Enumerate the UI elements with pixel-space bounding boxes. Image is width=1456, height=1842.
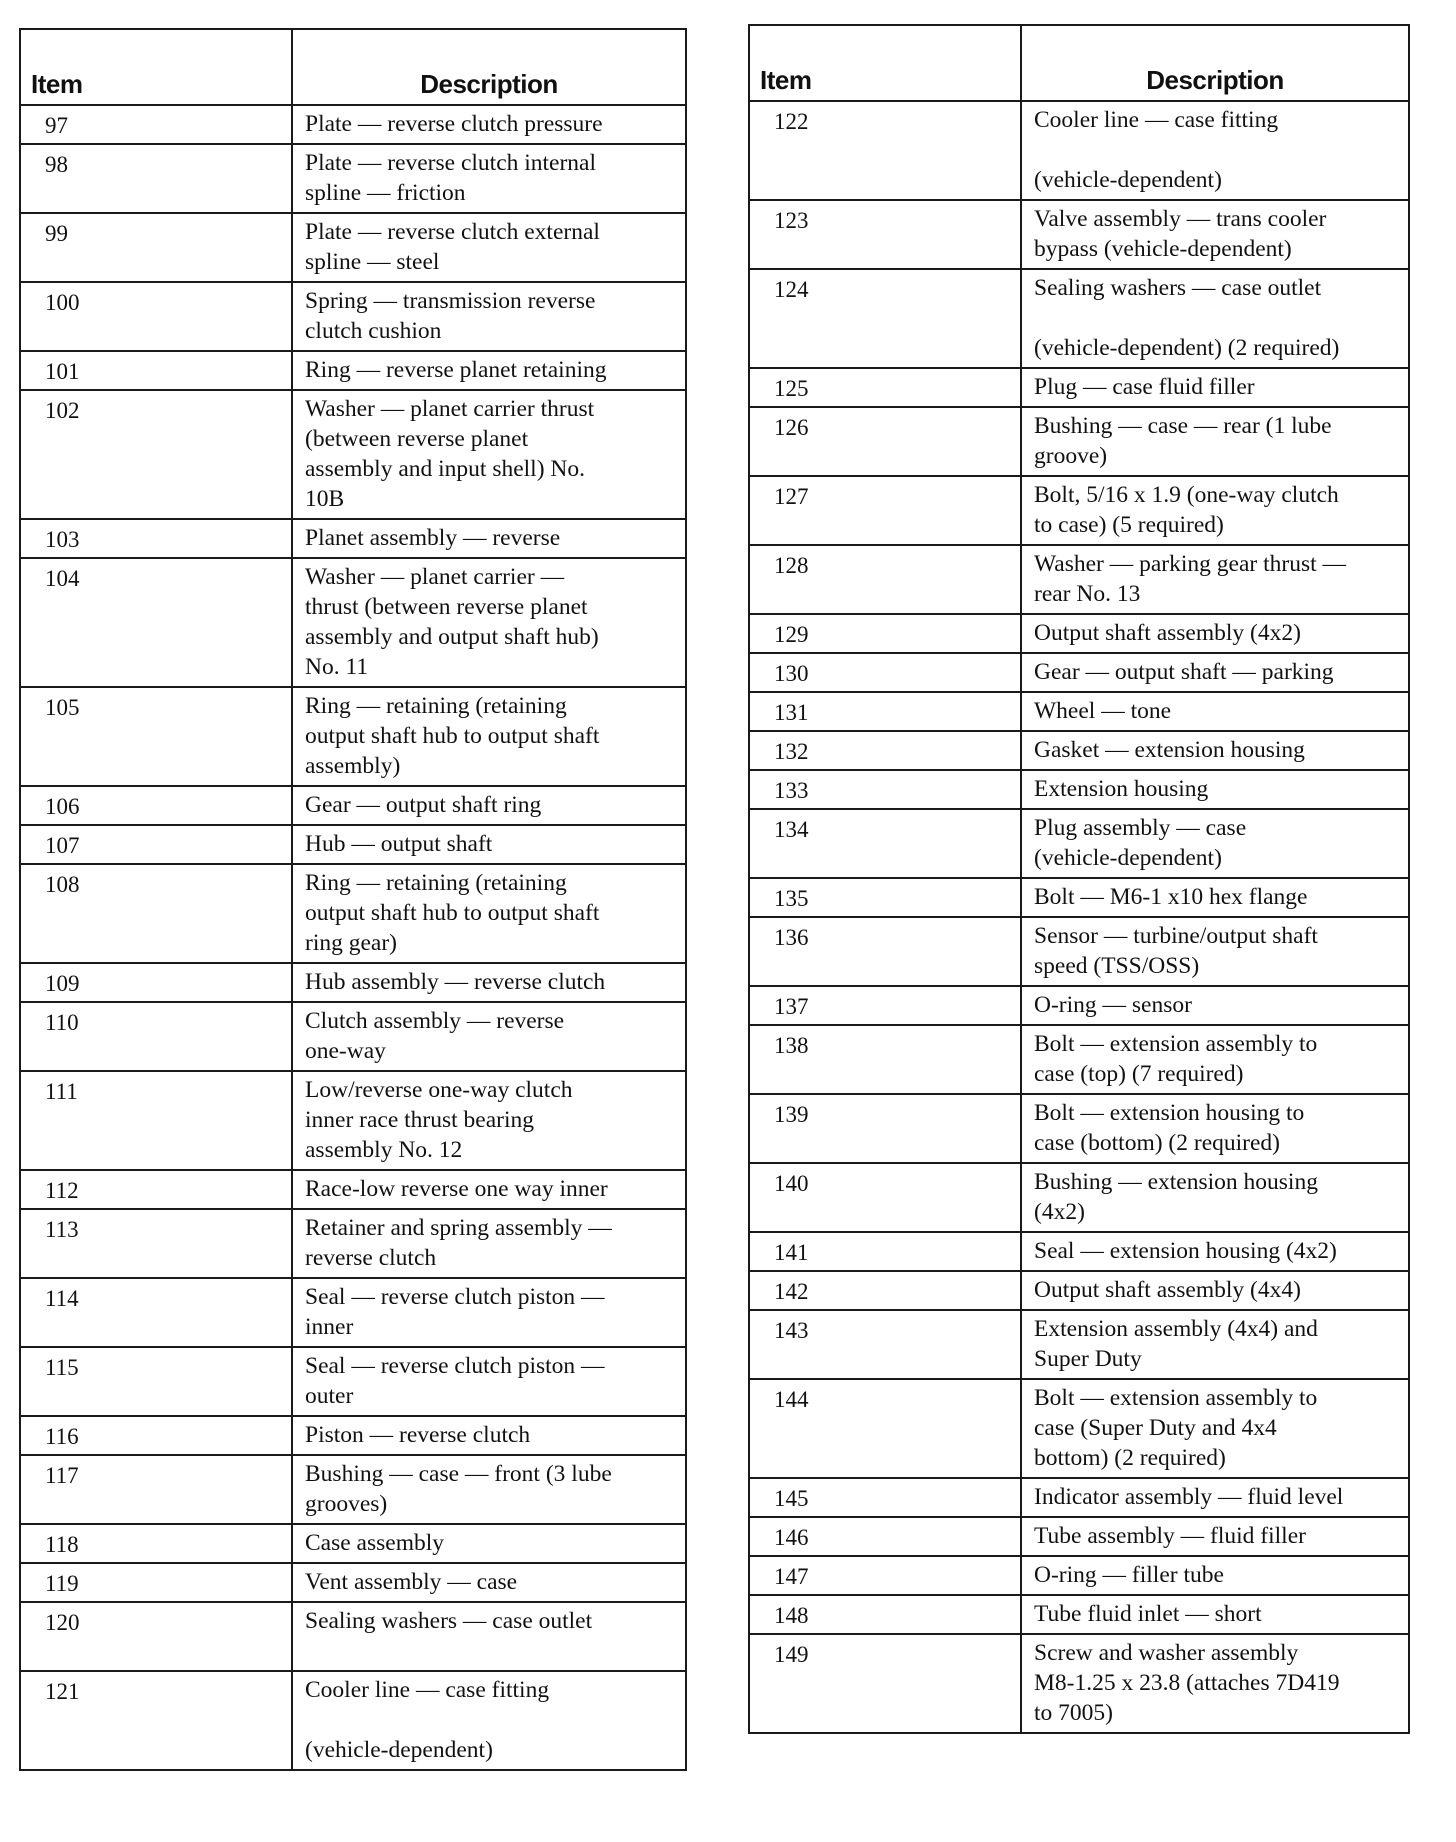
item-header: Item (749, 25, 1021, 101)
description-line: Plate — reverse clutch internal (305, 150, 597, 176)
description-line: inner race thrust bearing (305, 1107, 535, 1133)
description-line: inner (305, 1314, 354, 1340)
description-line: Ring — retaining (retaining (305, 693, 567, 719)
item-number: 145 (749, 1478, 1021, 1517)
description-line: Indicator assembly — fluid level (1034, 1484, 1344, 1510)
table-row (20, 351, 686, 390)
item-description (1021, 1163, 1409, 1232)
description-line: grooves) (305, 1491, 388, 1517)
item-description (292, 786, 686, 825)
table-row (749, 101, 1409, 200)
description-line: spline — friction (305, 180, 466, 206)
description-line: Bolt, 5/16 x 1.9 (one-way clutch (1034, 482, 1339, 508)
description-line: Super Duty (1034, 1346, 1142, 1372)
item-description (292, 1563, 686, 1602)
description-line: spline — steel (305, 249, 440, 275)
item-description (292, 1071, 686, 1170)
item-description (1021, 986, 1409, 1025)
item-number: 116 (20, 1416, 292, 1455)
item-number: 122 (749, 101, 1021, 200)
item-description (1021, 1094, 1409, 1163)
description-line: (vehicle-dependent) (305, 1737, 493, 1763)
item-description (292, 825, 686, 864)
description-line: Sensor — turbine/output shaft (1034, 923, 1318, 949)
description-line: Plate — reverse clutch external (305, 219, 600, 245)
description-line: Ring — reverse planet retaining (305, 357, 607, 383)
description-line: assembly and output shaft hub) (305, 624, 599, 650)
table-row (20, 1071, 686, 1170)
description-line: M8-1.25 x 23.8 (attaches 7D419 (1034, 1670, 1340, 1696)
table-row (749, 200, 1409, 269)
description-line: Plug — case fluid filler (1034, 374, 1255, 400)
description-line: Case assembly (305, 1530, 445, 1556)
description-line: Washer — planet carrier thrust (305, 396, 595, 422)
item-header: Item (20, 29, 292, 105)
item-number: 107 (20, 825, 292, 864)
table-row (20, 1170, 686, 1209)
item-description (292, 1002, 686, 1071)
description-line: Cooler line — case fitting (1034, 107, 1279, 133)
table-row (749, 986, 1409, 1025)
item-number: 124 (749, 269, 1021, 368)
item-number: 111 (20, 1071, 292, 1170)
item-number: 121 (20, 1671, 292, 1770)
item-number: 98 (20, 144, 292, 213)
description-line: to case) (5 required) (1034, 512, 1224, 538)
item-description (1021, 200, 1409, 269)
description-line: (vehicle-dependent) (1034, 167, 1222, 193)
item-description (292, 963, 686, 1002)
description-line (1034, 303, 1400, 333)
item-number: 104 (20, 558, 292, 687)
table-row (749, 770, 1409, 809)
description-line (1034, 135, 1400, 165)
description-line: Tube assembly — fluid filler (1034, 1523, 1306, 1549)
table-row (20, 105, 686, 144)
item-description (292, 519, 686, 558)
item-description (1021, 1517, 1409, 1556)
item-description (1021, 653, 1409, 692)
description-line: Bushing — case — rear (1 lube (1034, 413, 1332, 439)
description-line: case (top) (7 required) (1034, 1061, 1244, 1087)
description-line: Race-low reverse one way inner (305, 1176, 608, 1202)
description-line: clutch cushion (305, 318, 442, 344)
description-line: output shaft hub to output shaft (305, 723, 600, 749)
item-number: 143 (749, 1310, 1021, 1379)
item-number: 136 (749, 917, 1021, 986)
item-description (292, 1455, 686, 1524)
table-row (749, 731, 1409, 770)
table-row (20, 390, 686, 519)
header-row (20, 29, 686, 105)
item-description (1021, 1379, 1409, 1478)
item-number: 139 (749, 1094, 1021, 1163)
item-number: 103 (20, 519, 292, 558)
description-line: Seal — reverse clutch piston — (305, 1353, 605, 1379)
table-row (20, 1347, 686, 1416)
table-row (749, 1094, 1409, 1163)
description-line: Wheel — tone (1034, 698, 1172, 724)
item-description (292, 1602, 686, 1671)
description-header: Description (1021, 25, 1409, 101)
item-description (1021, 917, 1409, 986)
item-description (1021, 368, 1409, 407)
item-description (292, 1209, 686, 1278)
description-line: Plug assembly — case (1034, 815, 1247, 841)
item-number: 112 (20, 1170, 292, 1209)
item-description (292, 1170, 686, 1209)
description-line: Output shaft assembly (4x4) (1034, 1277, 1301, 1303)
item-description (1021, 101, 1409, 200)
item-number: 141 (749, 1232, 1021, 1271)
item-description (1021, 1595, 1409, 1634)
description-line: Gear — output shaft — parking (1034, 659, 1334, 685)
description-line: groove) (1034, 443, 1108, 469)
item-description (292, 282, 686, 351)
item-description (1021, 731, 1409, 770)
table-row (749, 1232, 1409, 1271)
table-row (749, 1517, 1409, 1556)
item-description (1021, 407, 1409, 476)
table-row (20, 1455, 686, 1524)
description-line: Hub assembly — reverse clutch (305, 969, 606, 995)
table-row (749, 1478, 1409, 1517)
item-description (292, 1671, 686, 1770)
parts-table-left (19, 28, 687, 1771)
item-number: 115 (20, 1347, 292, 1416)
item-description (1021, 614, 1409, 653)
description-line: reverse clutch (305, 1245, 437, 1271)
item-description (1021, 1271, 1409, 1310)
item-number: 138 (749, 1025, 1021, 1094)
description-line: Tube fluid inlet — short (1034, 1601, 1262, 1627)
item-description (292, 558, 686, 687)
description-line: Bushing — extension housing (1034, 1169, 1318, 1195)
description-line: Seal — reverse clutch piston — (305, 1284, 605, 1310)
item-number: 109 (20, 963, 292, 1002)
description-line: case (bottom) (2 required) (1034, 1130, 1280, 1156)
item-number: 123 (749, 200, 1021, 269)
item-description (1021, 692, 1409, 731)
table-row (749, 1271, 1409, 1310)
item-description (1021, 545, 1409, 614)
description-header: Description (292, 29, 686, 105)
item-description (1021, 1310, 1409, 1379)
item-number: 129 (749, 614, 1021, 653)
item-number: 135 (749, 878, 1021, 917)
item-description (292, 390, 686, 519)
item-number: 126 (749, 407, 1021, 476)
item-number: 110 (20, 1002, 292, 1071)
table-row (749, 407, 1409, 476)
description-line: O-ring — filler tube (1034, 1562, 1224, 1588)
item-number: 147 (749, 1556, 1021, 1595)
item-number: 148 (749, 1595, 1021, 1634)
item-description (1021, 770, 1409, 809)
item-number: 117 (20, 1455, 292, 1524)
description-line: (4x2) (1034, 1199, 1085, 1225)
table-row (749, 368, 1409, 407)
table-row (20, 825, 686, 864)
description-line: Extension assembly (4x4) and (1034, 1316, 1318, 1342)
table-row (749, 692, 1409, 731)
item-number: 99 (20, 213, 292, 282)
table-row (749, 1595, 1409, 1634)
description-line: (vehicle-dependent) (2 required) (1034, 335, 1340, 361)
item-number: 146 (749, 1517, 1021, 1556)
table-row (749, 545, 1409, 614)
description-line: thrust (between reverse planet (305, 594, 588, 620)
description-line: output shaft hub to output shaft (305, 900, 600, 926)
table-row (749, 878, 1409, 917)
table-row (749, 614, 1409, 653)
item-description (292, 1416, 686, 1455)
description-line: bypass (vehicle-dependent) (1034, 236, 1292, 262)
item-number: 120 (20, 1602, 292, 1671)
description-line: (between reverse planet (305, 426, 529, 452)
item-number: 127 (749, 476, 1021, 545)
description-line: rear No. 13 (1034, 581, 1141, 607)
item-description (292, 105, 686, 144)
description-line: ring gear) (305, 930, 397, 956)
table-row (749, 1556, 1409, 1595)
description-line: Bolt — extension assembly to (1034, 1385, 1318, 1411)
table-row (749, 1634, 1409, 1733)
description-line: Bolt — extension housing to (1034, 1100, 1305, 1126)
item-description (1021, 476, 1409, 545)
item-number: 106 (20, 786, 292, 825)
item-number: 97 (20, 105, 292, 144)
item-number: 118 (20, 1524, 292, 1563)
description-line: Spring — transmission reverse (305, 288, 596, 314)
description-line: outer (305, 1383, 354, 1409)
item-number: 140 (749, 1163, 1021, 1232)
table-row (20, 1563, 686, 1602)
item-number: 101 (20, 351, 292, 390)
description-line: bottom) (2 required) (1034, 1445, 1226, 1471)
table-row (749, 476, 1409, 545)
table-row (20, 687, 686, 786)
item-description (1021, 269, 1409, 368)
description-line: Hub — output shaft (305, 831, 493, 857)
item-description (292, 1524, 686, 1563)
item-number: 131 (749, 692, 1021, 731)
item-description (1021, 809, 1409, 878)
item-number: 128 (749, 545, 1021, 614)
table-row (20, 213, 686, 282)
description-line: Extension housing (1034, 776, 1209, 802)
description-line: speed (TSS/OSS) (1034, 953, 1200, 979)
table-row (20, 558, 686, 687)
item-number: 134 (749, 809, 1021, 878)
description-line: Plate — reverse clutch pressure (305, 111, 603, 137)
description-line (305, 1705, 677, 1735)
item-number: 119 (20, 1563, 292, 1602)
description-line: Cooler line — case fitting (305, 1677, 550, 1703)
description-line: No. 11 (305, 654, 369, 680)
item-description (292, 351, 686, 390)
description-line: case (Super Duty and 4x4 (1034, 1415, 1277, 1441)
table-row (20, 1209, 686, 1278)
item-description (1021, 878, 1409, 917)
item-description (1021, 1232, 1409, 1271)
description-line: (vehicle-dependent) (1034, 845, 1222, 871)
description-line: Piston — reverse clutch (305, 1422, 531, 1448)
table-row (20, 1416, 686, 1455)
table-row (20, 1671, 686, 1770)
description-line: Vent assembly — case (305, 1569, 518, 1595)
table-row (20, 144, 686, 213)
item-number: 100 (20, 282, 292, 351)
item-description (1021, 1556, 1409, 1595)
item-description (292, 864, 686, 963)
description-line: Sealing washers — case outlet (305, 1608, 593, 1634)
table-row (20, 1524, 686, 1563)
description-line: Bolt — extension assembly to (1034, 1031, 1318, 1057)
item-number: 142 (749, 1271, 1021, 1310)
description-line: Low/reverse one-way clutch (305, 1077, 573, 1103)
description-line: Planet assembly — reverse (305, 525, 561, 551)
item-number: 114 (20, 1278, 292, 1347)
description-line: Screw and washer assembly (1034, 1640, 1299, 1666)
table-row (20, 864, 686, 963)
description-line: Gear — output shaft ring (305, 792, 542, 818)
description-line: Bolt — M6-1 x10 hex flange (1034, 884, 1308, 910)
table-row (749, 1163, 1409, 1232)
description-line: Output shaft assembly (4x2) (1034, 620, 1301, 646)
table-row (20, 282, 686, 351)
description-line: to 7005) (1034, 1700, 1113, 1726)
description-line (305, 1636, 677, 1666)
item-number: 132 (749, 731, 1021, 770)
item-number: 102 (20, 390, 292, 519)
table-row (20, 1602, 686, 1671)
table-row (20, 963, 686, 1002)
item-description (292, 144, 686, 213)
table-row (749, 917, 1409, 986)
description-line: Gasket — extension housing (1034, 737, 1305, 763)
table-row (20, 786, 686, 825)
description-line: Valve assembly — trans cooler (1034, 206, 1327, 232)
description-line: assembly) (305, 753, 401, 779)
description-line: O-ring — sensor (1034, 992, 1192, 1018)
description-line: Washer — parking gear thrust — (1034, 551, 1347, 577)
item-description (292, 1347, 686, 1416)
table-row (749, 269, 1409, 368)
description-line: assembly No. 12 (305, 1137, 463, 1163)
table-row (749, 809, 1409, 878)
item-description (1021, 1634, 1409, 1733)
description-line: Sealing washers — case outlet (1034, 275, 1322, 301)
item-description (292, 687, 686, 786)
table-row (20, 1278, 686, 1347)
table-row (749, 1379, 1409, 1478)
description-line: Clutch assembly — reverse (305, 1008, 565, 1034)
item-number: 125 (749, 368, 1021, 407)
item-number: 108 (20, 864, 292, 963)
item-number: 137 (749, 986, 1021, 1025)
table-row (20, 1002, 686, 1071)
item-number: 130 (749, 653, 1021, 692)
item-description (1021, 1478, 1409, 1517)
item-number: 149 (749, 1634, 1021, 1733)
header-row (749, 25, 1409, 101)
description-line: Ring — retaining (retaining (305, 870, 567, 896)
item-description (292, 1278, 686, 1347)
parts-table-right (748, 24, 1410, 1734)
item-description (292, 213, 686, 282)
description-line: one-way (305, 1038, 386, 1064)
description-line: assembly and input shell) No. (305, 456, 586, 482)
table-row (749, 1310, 1409, 1379)
item-description (1021, 1025, 1409, 1094)
item-number: 133 (749, 770, 1021, 809)
table-row (20, 519, 686, 558)
description-line: Bushing — case — front (3 lube (305, 1461, 612, 1487)
table-row (749, 653, 1409, 692)
item-number: 144 (749, 1379, 1021, 1478)
table-row (749, 1025, 1409, 1094)
description-line: 10B (305, 486, 345, 512)
description-line: Washer — planet carrier — (305, 564, 565, 590)
item-number: 105 (20, 687, 292, 786)
description-line: Retainer and spring assembly — (305, 1215, 612, 1241)
item-number: 113 (20, 1209, 292, 1278)
description-line: Seal — extension housing (4x2) (1034, 1238, 1337, 1264)
